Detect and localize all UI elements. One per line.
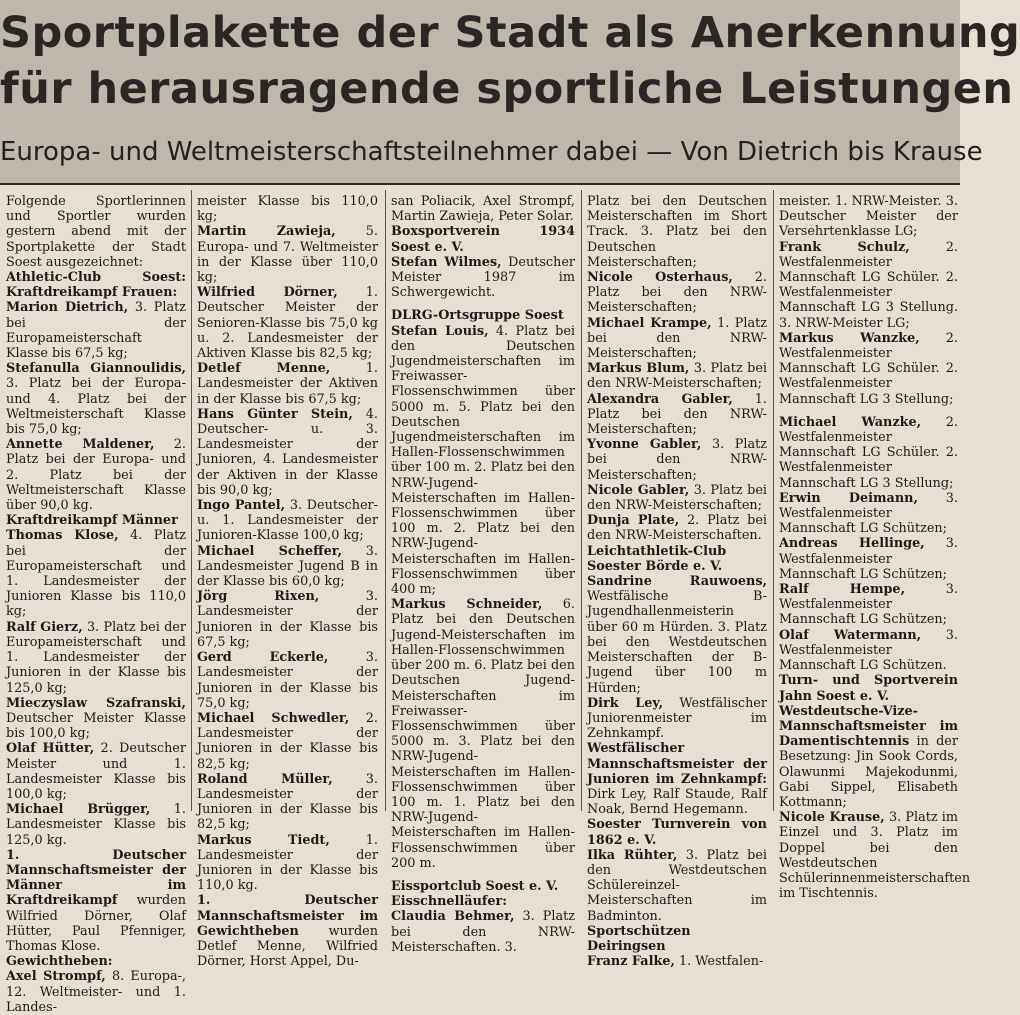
article-paragraph [587,194,767,270]
body-text: 6. Platz bei den Deutschen Jugend-Meisterschaften im Hallen-Flossenschwimmen über 200 m. 6. Platz bei den Deutschen Jugend-Meisterschaften im Freiwasser-Flossenschwimmen über 5000 m. 3. Platz bei den NRW-Jugend-Meisterschaften im Hallen-Flossenschwimmen über 100 m. 1. Platz bei den NRW-Jugend-Meisterschaften im Hallen-Flossenschwimmen über 200 m. [391,597,575,871]
article-paragraph [6,300,186,361]
article-paragraph [587,954,767,969]
body-text: 1. Platz bei den NRW-Meisterschaften; [587,315,767,362]
body-text: Westfälische B-Jugendhallenmeisterin über 60 m Hürden. 3. Platz bei den Westdeutschen Meisterschaften der B-Jugend über 100 m Hürden; [587,589,767,696]
bold-lead: Ingo Pantel, [197,498,286,514]
bold-lead: Nicole Gabler, [587,482,690,498]
body-text: 2. Platz bei den NRW-Meisterschaften; [587,270,767,316]
body-text: wurden Detlef Menne, Wilfried Dörner, Horst Appel, Du- [197,923,378,970]
body-text: 2. Platz bei den NRW-Meisterschaften. [587,513,767,544]
bold-lead: Dunja Plate, [587,513,680,529]
bold-lead: Andreas Hellinge, [779,536,925,552]
bold-lead: Ralf Gierz, [6,619,83,635]
article-paragraph [587,361,767,391]
article-paragraph [6,513,186,528]
article-paragraph [779,331,958,407]
bold-lead: Alexandra Gabler, [587,391,733,407]
article-paragraph [6,954,186,969]
bold-lead: Olaf Hütter, [6,741,95,757]
article-paragraph [587,817,767,847]
body-text: 3. Platz bei der Europa- und 4. Platz bei der Weltmeisterschaft Klasse bis 75,0 kg; [6,376,186,438]
body-text: wurden Wilfried Dörner, Olaf Hütter, Paul Pfenniger, Thomas Klose. [6,893,186,954]
bold-lead: Eisschnelläufer: [391,894,507,910]
bold-lead: Roland Müller, [197,771,333,787]
article-paragraph [587,270,767,316]
bold-lead: Jörg Rixen, [197,589,320,605]
article-paragraph [6,437,186,513]
bold-lead: Stefan Wilmes, [391,254,502,270]
body-text: 4. Platz bei den Deutschen Jugendmeisterschaften im Freiwasser-Flossenschwimmen über 5000 m. 5. Platz bei den Deutschen Jugendmeisterschaften im Hallen-Flossenschwimmen über 100 m. 2. Platz bei den NRW-Jugend-Meisterschaften im Hallen-Flossenschwimmen über 100 m. 2. Platz bei den NRW-Jugend-Meisterschaften im Hallen-Flossenschwimmen über 400 m; [391,323,575,598]
body-text: 3. Platz bei den NRW-Meisterschaften; [587,361,767,392]
article-paragraph [197,544,378,590]
body-text: meister Klasse bis 110,0 kg; [197,194,378,225]
article-paragraph [779,704,958,810]
body-text: 3. Westfalenmeister Mannschaft LG Schützen; [779,582,958,628]
article-paragraph [779,810,971,902]
article-paragraph [6,361,186,437]
bold-lead: Michael Scheffer, [197,543,342,559]
body-text: Westfälischer Juniorenmeister im Zehnkampf. [587,695,767,742]
body-text: 2. Westfalenmeister Mannschaft LG Schüler. 2. Westfalenmeister Mannschaft LG 3 Stellung; [779,330,958,407]
body-text: 1. Westfalen- [674,954,764,970]
bold-lead: Stefan Louis, [391,323,489,339]
article-paragraph [587,437,767,483]
bold-lead: Soester Turnverein von 1862 e. V. [587,817,767,848]
body-text: 3. Westfalenmeister Mannschaft LG Schützen. [779,627,958,674]
body-text: 1. Platz bei den NRW-Meisterschaften; [587,391,767,438]
bold-lead: 1. Deutscher Mannschaftsmeister im Gewichtheben [197,893,378,939]
bold-lead: Martin Zawieja, [197,224,336,240]
article-paragraph [197,498,378,544]
body-text: 4. Platz bei der Europameisterschaft und 1. Landesmeister der Junioren Klasse bis 110,0 kg; [6,528,186,620]
body-text: 1. Landesmeister Klasse bis 125,0 kg. [6,802,186,848]
article-paragraph [197,833,378,894]
article-paragraph [391,894,575,909]
bold-lead: Axel Strompf, [6,969,106,985]
article-paragraph [197,285,378,361]
article-paragraph [779,415,958,491]
article-column-2 [197,194,379,970]
bold-lead: Frank Schulz, [779,239,910,255]
article-paragraph [391,308,575,323]
body-text: 3. Deutscher- u. 1. Landesmeister der Junioren-Klasse 100,0 kg; [197,498,378,544]
body-text: Folgende Sportlerinnen und Sportler wurden gestern abend mit der Sportplakette der Stadt Soest ausgezeichnet: [6,194,186,270]
article-column-3 [391,194,576,955]
paragraph-gap [779,407,958,415]
body-text: 3. Platz bei der Europameisterschaft Klasse bis 67,5 kg; [6,300,187,362]
bold-lead: Westdeutsche-Vize-Mannschaftsmeister im Damentischtennis [779,703,958,750]
article-paragraph [6,969,186,1015]
body-text: san Poliacik, Axel Strompf, Martin Zawieja, Peter Solar. [391,194,575,225]
body-text: Deutscher Meister 1987 im Schwergewicht. [391,254,576,301]
bold-lead: DLRG-Ortsgruppe Soest [391,308,564,324]
bold-lead: Annette Maldener, [6,437,155,453]
bold-lead: Yvonne Gabler, [587,437,702,453]
article-paragraph [6,194,186,270]
bold-lead: Nicole Osterhaus, [587,270,733,286]
column-divider [191,190,192,811]
body-text: 3. Platz bei den NRW-Meisterschaften; [587,482,767,514]
body-text: in der Besetzung: Jin Sook Cords, Olawunmi Majekodunmi, Gabi Sippel, Elisabeth Kottmann; [779,734,958,810]
article-paragraph [197,589,378,650]
column-divider [581,190,582,811]
body-text: 1. Deutscher Meister der Senioren-Klasse bis 75,0 kg u. 2. Landesmeister der Aktiven Klasse bis 82,5 kg; [197,285,379,362]
bold-lead: Sandrine Rauwoens, [587,574,767,590]
article-paragraph [779,491,958,537]
article-paragraph [197,224,378,285]
body-text: 2. Landesmeister der Junioren in der Klasse bis 82,5 kg; [197,710,378,772]
bold-lead: Markus Wanzke, [779,330,920,346]
article-paragraph [197,893,378,969]
bold-lead: Ralf Hempe, [779,582,906,598]
body-text: 4. Deutscher- u. 3. Landesmeister der Junioren, 4. Landesmeister der Aktiven in der Klasse bis 90,0 kg; [197,406,378,498]
bold-lead: Eissportclub Soest e. V. [391,878,559,894]
body-text: Dirk Ley, Ralf Staude, Ralf Noak, Bernd Hegemann. [587,786,767,818]
bold-lead: Westfälischer Mannschaftsmeister der Junioren im Zehnkampf: [587,741,767,787]
bold-lead: Michael Brügger, [6,802,151,818]
bold-lead: Erwin Deimann, [779,490,918,506]
headline-line-1: Sportplakette der Stadt als Anerkennung [0,8,1020,58]
article-paragraph [6,528,186,619]
column-divider [385,190,386,811]
body-text: 3. Landesmeister der Junioren in der Klasse bis 82,5 kg; [197,771,378,833]
bold-lead: Thomas Klose, [6,528,119,544]
article-paragraph [391,255,575,301]
article-paragraph [6,270,186,300]
body-text: 3. Platz bei den NRW-Meisterschaften; [587,437,767,483]
article-paragraph [6,741,186,802]
bold-lead: Claudia Behmer, [391,909,515,925]
article-paragraph [197,361,378,407]
article-paragraph [587,696,767,742]
bold-lead: Gewichtheben: [6,954,113,970]
article-paragraph [197,711,378,772]
article-column-1 [6,194,187,1015]
bold-lead: Olaf Watermann, [779,627,922,643]
body-text: 3. Westfalenmeister Mannschaft LG Schützen; [779,536,958,582]
article-paragraph [779,194,958,240]
article-paragraph [779,582,958,628]
bold-lead: Hans Günter Stein, [197,406,353,422]
paragraph-gap [391,871,575,879]
article-paragraph [391,194,575,224]
article-paragraph [6,696,186,742]
body-text: 5. Europa- und 7. Weltmeister in der Klasse über 110,0 kg; [197,224,379,286]
article-paragraph [587,513,767,543]
article-paragraph [6,802,186,848]
article-paragraph [779,240,958,331]
body-text: 3. Platz bei den Westdeutschen Schülereinzel-Meisterschaften im Badminton. [587,847,767,924]
bold-lead: Sportschützen Deiringsen [587,923,691,954]
article-paragraph [779,628,958,674]
bold-lead: Marion Dietrich, [6,300,129,316]
article-paragraph [779,673,958,703]
body-text: meister. 1. NRW-Meister. 3. Deutscher Meister der Versehrtenklasse LG; [779,194,958,240]
body-text: 2. Westfalenmeister Mannschaft LG Schüler. 2. Westfalenmeister Mannschaft LG 3 Stellung; [779,414,958,491]
article-paragraph [587,574,767,696]
bold-lead: 1. Deutscher Mannschaftsmeister der Männer im Kraftdreikampf [6,847,186,909]
bold-lead: Turn- und Sportverein Jahn Soest e. V. [779,673,958,704]
article-paragraph [6,848,186,954]
article-paragraph [587,392,767,438]
bold-lead: Franz Falke, [587,954,675,970]
article-paragraph [391,879,575,894]
body-text: 2. Platz bei der Europa- und 2. Platz bei der Weltmeisterschaft Klasse über 90,0 kg. [6,437,186,514]
article-paragraph [587,848,767,924]
bold-lead: Leichtathletik-Club Soester Börde e. V. [587,543,727,574]
body-text: Platz bei den Deutschen Meisterschaften im Short Track. 3. Platz bei den Deutschen Meisterschaften; [587,194,767,270]
article-paragraph [587,924,767,954]
bold-lead: Mieczyslaw Szafranski, [6,695,186,711]
bold-lead: Michael Schwedler, [197,710,350,726]
article-paragraph [197,772,378,833]
article-paragraph [6,620,186,696]
subheadline: Europa- und Weltmeisterschaftsteilnehmer dabei — Von Dietrich bis Krause [0,137,983,167]
body-text: 3. Platz bei den NRW-Meisterschaften. 3. [391,909,575,955]
column-divider [773,190,774,811]
body-text: 1. Landesmeister der Junioren in der Klasse bis 110,0 kg. [197,832,378,894]
bold-lead: Michael Krampe, [587,315,712,331]
bold-lead: Markus Tiedt, [197,832,330,848]
article-paragraph [587,316,767,362]
article-paragraph [587,741,767,817]
headline-box [0,0,1020,185]
article-paragraph [391,909,575,955]
body-text: 3. Landesmeister der Junioren in der Klasse bis 75,0 kg; [197,650,378,711]
body-text: 8. Europa-, 12. Weltmeister- und 1. Landes- [6,969,186,1015]
bold-lead: Dirk Ley, [587,695,664,711]
article-paragraph [779,536,958,582]
body-text: 3. Westfalenmeister Mannschaft LG Schützen; [779,490,958,537]
bold-lead: Stefanulla Giannoulidis, [6,361,186,377]
article-column-4 [587,194,767,970]
bold-lead: Wilfried Dörner, [197,285,338,301]
article-paragraph [587,483,767,513]
article-paragraph [197,650,378,711]
bold-lead: Boxsportverein 1934 Soest e. V. [391,224,575,255]
bold-lead: Ilka Rühter, [587,847,678,863]
headline-line-2: für herausragende sportliche Leistungen [0,64,1014,114]
body-text: 3. Landesmeister der Junioren in der Klasse bis 67,5 kg; [197,589,379,650]
article-paragraph [391,224,575,254]
body-text: 2. Deutscher Meister und 1. Landesmeister Klasse bis 100,0 kg; [6,741,186,802]
article-paragraph [197,407,378,498]
bold-lead: Michael Wanzke, [779,414,922,430]
body-text: 3. Platz im Einzel und 3. Platz im Doppel bei den Westdeutschen Schülerinnenmeisterschaften im Tischtennis. [779,810,971,902]
body-text: 1. Landesmeister der Aktiven in der Klasse bis 67,5 kg; [197,361,378,407]
bold-lead: Markus Blum, [587,361,690,377]
bold-lead: Kraftdreikampf Männer [6,513,178,529]
bold-lead: Nicole Krause, [779,810,885,826]
bold-lead: Gerd Eckerle, [197,650,329,666]
body-text: Deutscher Meister Klasse bis 100,0 kg; [6,710,186,742]
article-paragraph [197,194,378,224]
body-text: 3. Landesmeister Jugend B in der Klasse bis 60,0 kg; [197,543,379,590]
article-paragraph [587,544,767,574]
article-paragraph [391,324,575,598]
paragraph-gap [391,300,575,308]
article-column-5 [779,194,971,902]
body-text: 3. Platz bei der Europameisterschaft und 1. Landesmeister der Junioren in der Klasse bis 125,0 kg; [6,619,186,696]
bold-lead: Athletic-Club Soest: Kraftdreikampf Frauen: [6,270,186,301]
bold-lead: Detlef Menne, [197,361,331,377]
article-paragraph [391,597,575,871]
body-text: 2. Westfalenmeister Mannschaft LG Schüler. 2. Westfalenmeister Mannschaft LG 3 Stellung. 3. NRW-Meister LG; [779,239,958,331]
bold-lead: Markus Schneider, [391,597,543,613]
